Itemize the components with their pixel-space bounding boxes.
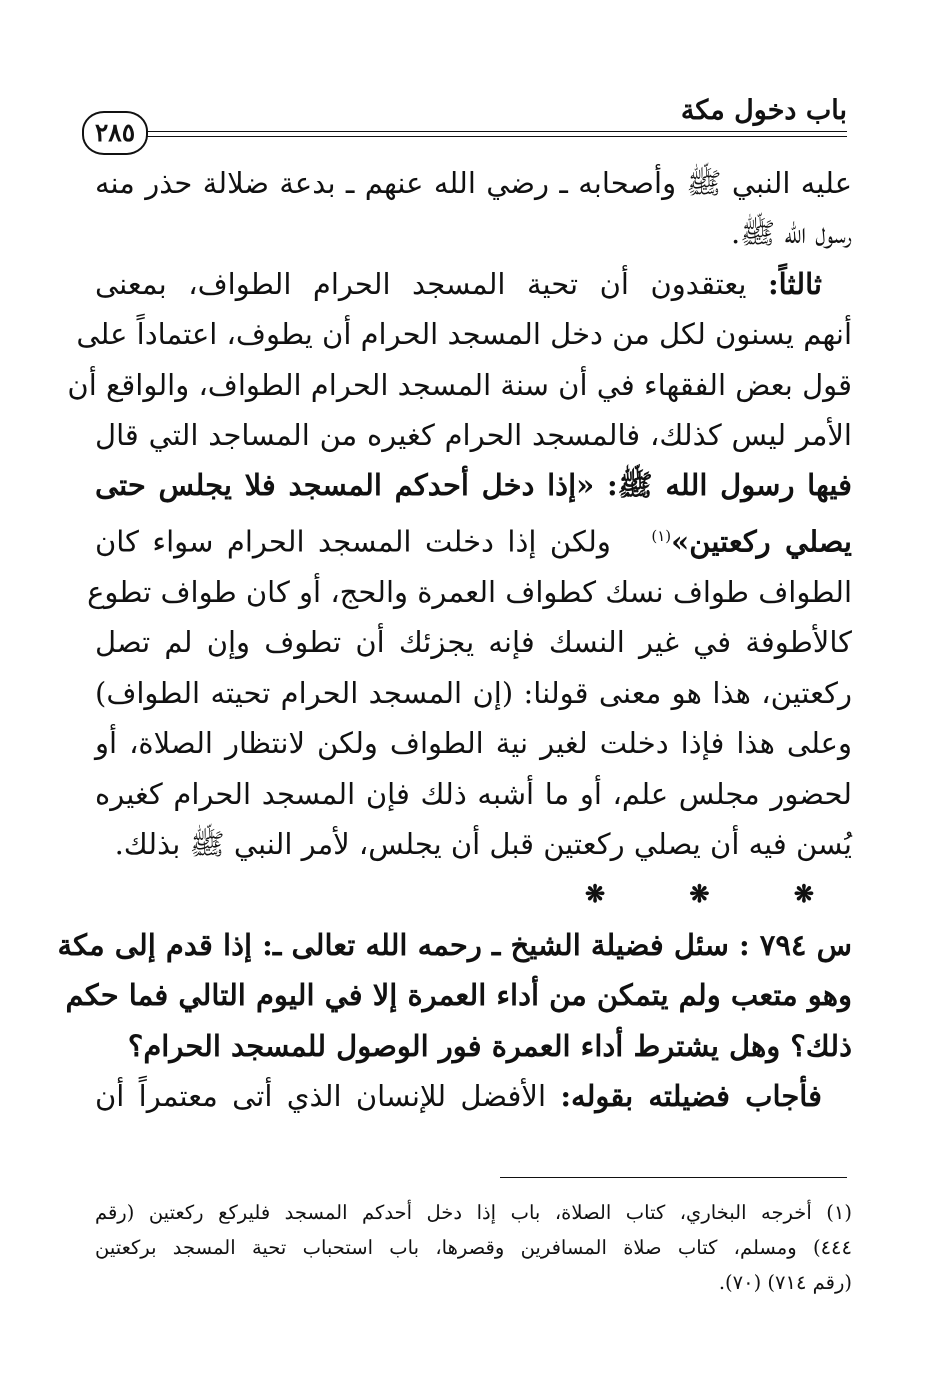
- page-header: [82, 95, 847, 155]
- text-line: يُسن فيه أن يصلي ركعتين قبل أن يجلس، لأمر النبي ﷺ بذلك.: [114, 826, 852, 861]
- text-line: وعلى هذا فإذا دخلت لغير نية الطواف ولكن لانتظار الصلاة، أو: [95, 726, 852, 761]
- footnote-line: (رقم ٧١٤) (٧٠).: [718, 1271, 852, 1294]
- text-line: رسول الله ﷺ.: [730, 216, 852, 251]
- text-line: الأمر ليس كذلك، فالمسجد الحرام كغيره من المساجد التي قال: [95, 418, 852, 453]
- answer-line: فأجاب فضيلته بقوله: الأفضل للإنسان الذي أتى معتمراً أن: [95, 1078, 822, 1113]
- header-rule: [142, 131, 847, 132]
- footnote-line: ٤٤٤) ومسلم، كتاب صلاة المسافرين وقصرها، باب استحباب تحية المسجد بركعتين: [95, 1236, 852, 1259]
- text-line: كالأطوفة في غير النسك فإنه يجزئك أن تطوف وإن لم تصل: [95, 625, 852, 660]
- text-line: ركعتين، هذا هو معنى قولنا: (إن المسجد الحرام تحيته الطواف): [95, 675, 852, 710]
- question-line: ذلك؟ وهل يشترط أداء العمرة فور الوصول للمسجد الحرام؟: [127, 1028, 852, 1063]
- text-line: لحضور مجلس علم، أو ما أشبه ذلك فإن المسجد الحرام كغيره: [95, 776, 852, 811]
- question-line: س ٧٩٤ : سئل فضيلة الشيخ ـ رحمه الله تعالى ـ: إذا قدم إلى مكة: [57, 927, 852, 962]
- text-line: قول بعض الفقهاء في أن سنة المسجد الحرام الطواف، والواقع أن: [67, 367, 852, 402]
- section-separator: ❋ ❋ ❋: [584, 879, 852, 909]
- point-label: ثالثاً:: [767, 266, 823, 301]
- header-rule: [142, 136, 847, 137]
- hadith-quote: يصلي ركعتين»: [671, 524, 853, 559]
- text-line: ثالثاً: يعتقدون أن تحية المسجد الحرام الطواف، بمعنى: [95, 266, 823, 301]
- footnote-marker: (١): [651, 526, 672, 545]
- text-line: أنهم يسنون لكل من دخل المسجد الحرام أن يطوف، اعتماداً على: [76, 317, 852, 352]
- footnote: [95, 1195, 852, 1300]
- footnote-rule: [500, 1177, 847, 1178]
- text-line: فيها رسول الله ﷺ: «إذا دخل أحدكم المسجد فلا يجلس حتى: [95, 468, 852, 503]
- text-line: عليه النبي ﷺ وأصحابه ـ رضي الله عنهم ـ بدعة ضلالة حذر منه: [95, 166, 852, 200]
- text-line: الطواف طواف نسك كطواف العمرة والحج، أو كان طواف تطوع: [87, 574, 852, 609]
- question-line: وهو متعب ولم يتمكن من أداء العمرة إلا في اليوم التالي فما حكم: [65, 978, 852, 1013]
- footnote-line: (١) أخرجه البخاري، كتاب الصلاة، باب إذا دخل أحدكم المسجد فليركع ركعتين (رقم: [95, 1201, 852, 1224]
- text-line: يصلي ركعتين»$^{(١)}$ ولكن إذا دخلت المسجد الحرام سواء كان: [95, 524, 853, 559]
- page-number: ٢٨٥: [82, 111, 148, 155]
- running-title: باب دخول مكة: [680, 95, 847, 126]
- answer-lead: فأجاب فضيلته بقوله:: [560, 1078, 822, 1113]
- main-text: [57, 158, 853, 1121]
